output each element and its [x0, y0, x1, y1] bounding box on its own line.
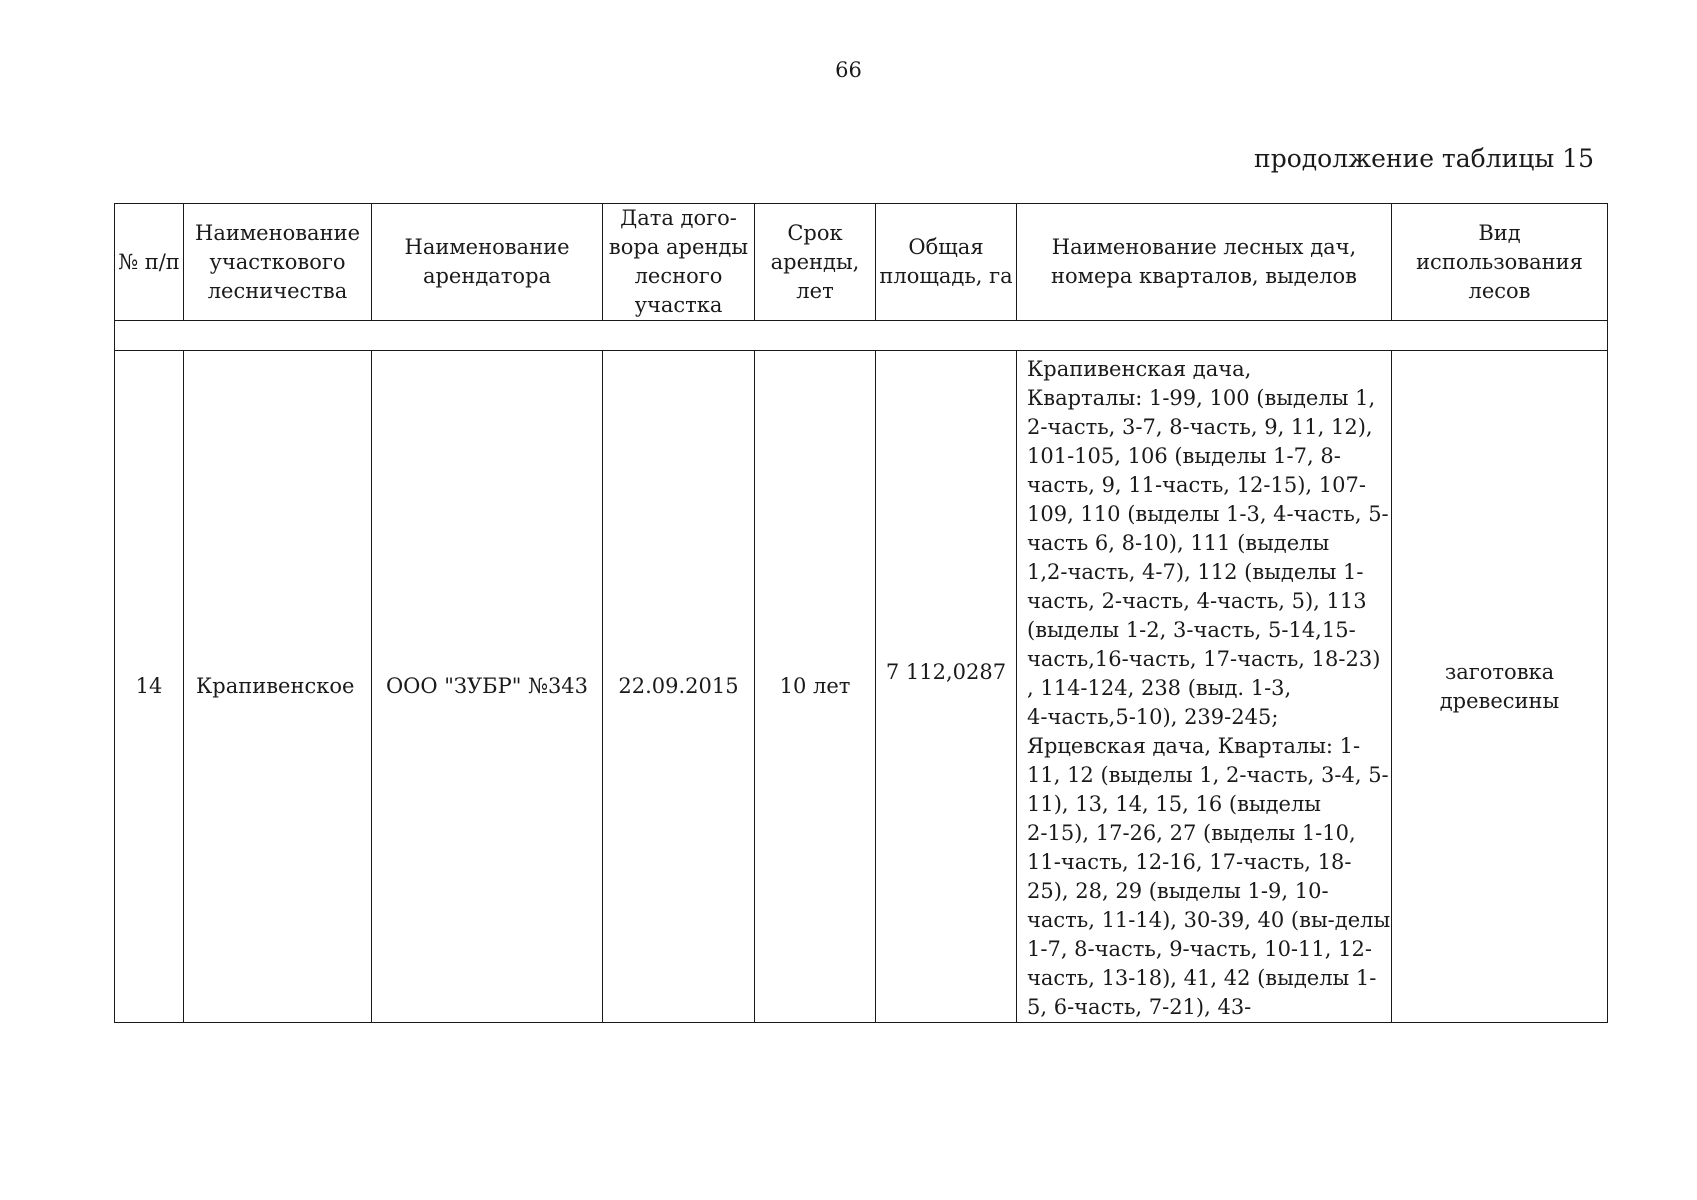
cell-term: 10 лет [755, 351, 876, 1023]
cell-forestry: Крапивенское [184, 351, 372, 1023]
header-use: Вид использования лесов [1392, 204, 1608, 321]
header-tenant: Наименование арендатора [372, 204, 603, 321]
header-area: Общая площадь, га [876, 204, 1017, 321]
spacer-cell [115, 321, 1608, 351]
area-text: 7 112,0287 [885, 660, 1007, 684]
table-spacer-row [115, 321, 1608, 351]
cell-area [876, 351, 1017, 1023]
table-continuation-label: продолжение таблицы 15 [1254, 144, 1594, 173]
table-header-row [115, 204, 1608, 321]
cell-tenant [372, 351, 603, 1023]
header-term: Срок аренды, лет [755, 204, 876, 321]
tenant-text: ООО "ЗУБР" №343 [385, 674, 589, 698]
header-contract-date: Дата дого-вора аренды лесного участка [603, 204, 755, 321]
header-plots: Наименование лесных дач, номера кварталов, выделов [1017, 204, 1392, 321]
page-number: 66 [835, 58, 862, 82]
header-number: № п/п [115, 204, 184, 321]
cell-use: заготовка древесины [1392, 351, 1608, 1023]
cell-contract-date: 22.09.2015 [603, 351, 755, 1023]
table-row [115, 351, 1608, 1023]
cell-number: 14 [115, 351, 184, 1023]
lease-table [114, 203, 1608, 1023]
cell-plots: Крапивенская дача, Кварталы: 1-99, 100 (выделы 1, 2-часть, 3-7, 8-часть, 9, 11, 12), 101-105, 106 (выделы 1-7, 8-часть, 9, 11-часть, 12-15), 107-109, 110 (выделы 1-3, 4-часть, 5-часть 6, 8-10), 111 (выделы 1,2-часть, 4-7), 112 (выделы 1-часть, 2-часть, 4-часть, 5), 113 (выделы 1-2, 3-часть, 5-14,15-часть,16-часть, 17-часть, 18-23) , 114-124, 238 (выд. 1-3, 4-часть,5-10), 239-245; Ярцевская дача, Кварталы: 1-11, 12 (выделы 1, 2-часть, 3-4, 5-11), 13, 14, 15, 16 (выделы 2-15), 17-26, 27 (выделы 1-10, 11-часть, 12-16, 17-часть, 18-25), 28, 29 (выделы 1-9, 10-часть, 11-14), 30-39, 40 (вы-делы 1-7, 8-часть, 9-часть, 10-11, 12-часть, 13-18), 41, 42 (выделы 1-5, 6-часть, 7-21), 43- [1017, 351, 1392, 1023]
header-forestry: Наименование участкового лесничества [184, 204, 372, 321]
